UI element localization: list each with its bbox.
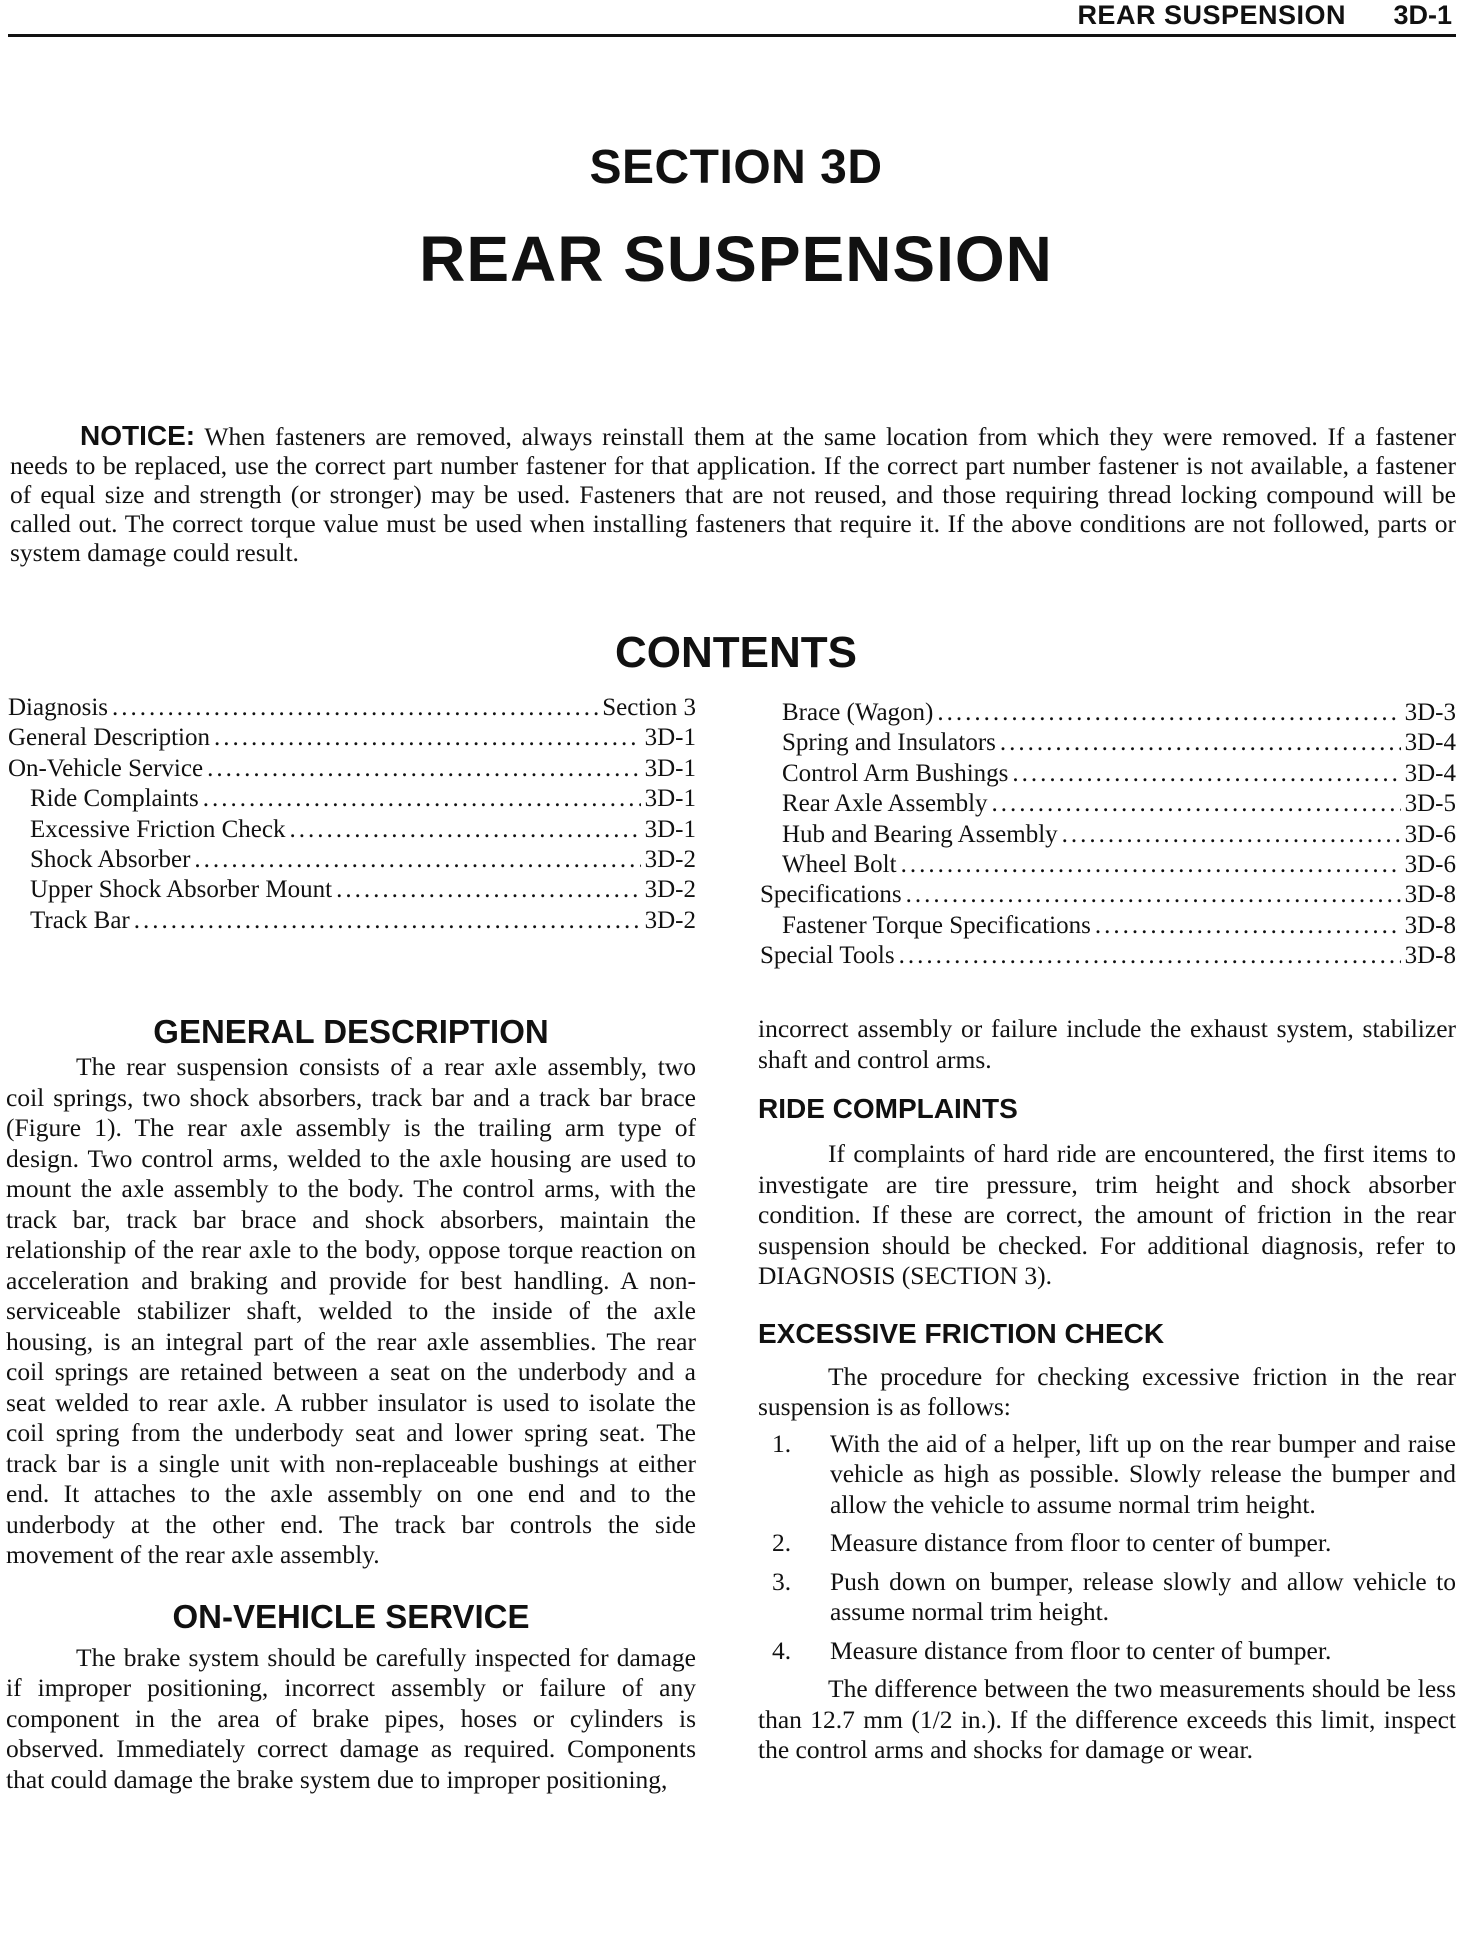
toc-entry[interactable]	[760, 728, 1456, 758]
toc-leader-dots	[336, 875, 641, 905]
toc-entry[interactable]	[760, 698, 1456, 728]
toc-entry[interactable]	[760, 820, 1456, 850]
procedure-step	[758, 1567, 1456, 1628]
toc-entry[interactable]	[760, 941, 1456, 971]
toc-entry[interactable]	[8, 815, 696, 845]
toc-leader-dots	[906, 880, 1401, 910]
toc-entry-page: 3D-5	[1404, 790, 1456, 818]
toc-entry-label: On-Vehicle Service	[8, 754, 204, 782]
general-description-heading: GENERAL DESCRIPTION	[153, 1013, 549, 1050]
excessive-friction-heading: EXCESSIVE FRICTION CHECK	[758, 1317, 1165, 1349]
step-number: 4.	[772, 1635, 792, 1665]
ride-complaints-heading: RIDE COMPLAINTS	[758, 1093, 1018, 1124]
toc-leader-dots	[1095, 911, 1401, 941]
toc-leader-dots	[1062, 820, 1401, 850]
toc-leader-dots	[207, 754, 641, 784]
toc-entry[interactable]	[8, 845, 696, 875]
toc-entry-page: 3D-2	[644, 876, 696, 904]
toc-entry-page: 3D-8	[1404, 911, 1456, 939]
toc-entry-page: 3D-1	[644, 754, 696, 782]
toc-entry-label: Ride Complaints	[30, 785, 199, 813]
toc-entry[interactable]	[8, 784, 696, 814]
step-text: Measure distance from floor to center of bumper.	[830, 1635, 1332, 1665]
notice-label: NOTICE:	[80, 420, 196, 451]
contents-heading: CONTENTS	[615, 628, 857, 677]
toc-leader-dots	[899, 941, 1401, 971]
toc-leader-dots	[992, 789, 1401, 819]
toc-entry-page: 3D-4	[1404, 759, 1456, 787]
toc-entry-label: Hub and Bearing Assembly	[782, 820, 1058, 848]
toc-entry-label: Excessive Friction Check	[30, 815, 286, 843]
toc-entry-page: 3D-8	[1404, 942, 1456, 970]
toc-entry-label: Diagnosis	[8, 694, 108, 721]
section-number: SECTION 3D	[589, 141, 883, 194]
toc-entry-label: Rear Axle Assembly	[782, 790, 988, 818]
toc-entry-page: 3D-2	[644, 906, 696, 934]
toc-entry-page: 3D-1	[644, 724, 696, 752]
step-number: 1.	[772, 1428, 792, 1458]
left-column	[6, 1012, 696, 1795]
toc-entry[interactable]	[8, 693, 696, 723]
toc-entry[interactable]	[8, 723, 696, 753]
toc-entry-label: Shock Absorber	[30, 845, 191, 873]
toc-entry-label: Spring and Insulators	[782, 729, 996, 757]
on-vehicle-service-heading: ON-VEHICLE SERVICE	[172, 1597, 530, 1635]
toc-leader-dots	[194, 845, 640, 875]
toc-entry-label: Fastener Torque Specifications	[782, 911, 1091, 939]
toc-entry[interactable]	[8, 754, 696, 784]
procedure-step	[758, 1429, 1456, 1521]
step-text: Measure distance from floor to center of bumper.	[830, 1528, 1332, 1557]
step-text: Push down on bumper, release slowly and allow vehicle to assume normal trim height.	[830, 1566, 1456, 1626]
toc-entry-page: 3D-3	[1404, 699, 1456, 726]
ride-complaints-body: If complaints of hard ride are encountered, the first items to investigate are tire pressure, trim height and shock absorber condition. If these are correct, the amount of friction in the rear suspension should be checked. For additional diagnosis, refer to DIAGNOSIS (SECTION 3).	[758, 1139, 1456, 1290]
toc-entry-label: Brace (Wagon)	[782, 699, 934, 726]
toc-leader-dots	[901, 850, 1401, 880]
toc-entry-label: Specifications	[760, 881, 902, 909]
step-number: 2.	[772, 1528, 792, 1557]
toc-entry-page: 3D-8	[1404, 881, 1456, 909]
toc-entry[interactable]	[760, 880, 1456, 910]
section-title: REAR SUSPENSION	[419, 223, 1053, 295]
toc-entry-label: Control Arm Bushings	[782, 759, 1009, 787]
toc-entry[interactable]	[8, 906, 696, 936]
toc-leader-dots	[203, 784, 641, 814]
toc-leader-dots	[1000, 728, 1401, 758]
toc-entry-label: Wheel Bolt	[782, 850, 897, 878]
step-text: With the aid of a helper, lift up on the rear bumper and raise vehicle as high as possible. Slowly release the bumper and allow the vehicle to assume normal trim height.	[830, 1428, 1456, 1519]
excessive-friction-intro: The procedure for checking excessive friction in the rear suspension is as follows:	[758, 1361, 1456, 1421]
notice-text: When fasteners are removed, always reinstall them at the same location from which they were removed. If a fastener needs to be replaced, use the correct part number fastener for that application. If the correct part number fastener is not available, a fastener of equal size and strength (or stronger) may be used. Fasteners that are not reused, and those requiring thread locking compound will be called out. The correct torque value must be used when installing fasteners that require it. If the above conditions are not followed, parts or system damage could result.	[10, 422, 1456, 567]
toc-entry[interactable]	[760, 789, 1456, 819]
toc-entry[interactable]	[760, 911, 1456, 941]
toc-leader-dots	[290, 815, 641, 845]
notice-paragraph	[10, 421, 1456, 567]
on-vehicle-service-body: The brake system should be carefully inspected for damage if improper positioning, incorrect assembly or failure of any component in the area of brake pipes, hoses or cylinders is observed. Immediately correct damage as required. Components that could damage the brake system due to improper positioning,	[6, 1642, 696, 1794]
page-number: 3D-1	[1393, 0, 1452, 30]
toc-entry-page: 3D-6	[1404, 820, 1456, 848]
right-column	[758, 1014, 1456, 1766]
toc-entry-page: 3D-1	[644, 785, 696, 813]
procedure-step	[758, 1528, 1456, 1559]
toc-entry-page: 3D-4	[1404, 729, 1456, 757]
toc-entry-label: General Description	[8, 724, 211, 752]
toc-entry[interactable]	[760, 850, 1456, 880]
toc-leader-dots	[214, 723, 641, 753]
toc-right-column	[760, 698, 1456, 972]
procedure-step	[758, 1636, 1456, 1667]
toc-entry-page: 3D-1	[644, 815, 696, 843]
toc-entry-label: Special Tools	[760, 942, 895, 970]
toc-entry[interactable]	[8, 875, 696, 905]
toc-entry-label: Upper Shock Absorber Mount	[30, 876, 333, 904]
general-description-body: The rear suspension consists of a rear axle assembly, two coil springs, two shock absorbers, track bar and a track bar brace (Figure 1). The rear axle assembly is the trailing arm type of design. Two control arms, welded to the axle housing are used to mount the axle assembly to the body. The control arms, with the track bar, track bar brace and shock absorbers, maintain the relationship of the rear axle to the body, oppose torque reaction on acceleration and braking and provide for best handling. A non-serviceable stabilizer shaft, welded to the inside of the axle housing, is an integral part of the rear axle assemblies. The rear coil springs are retained between a seat on the underbody and a seat welded to rear axle. A rubber insulator is used to isolate the coil spring from the underbody seat and lower spring seat. The track bar is a single unit with non-replaceable bushings at either end. It attaches to the axle assembly on one end and to the underbody at the other end. The track bar controls the side movement of the rear axle assembly.	[6, 1052, 696, 1569]
step-number: 3.	[772, 1566, 792, 1596]
toc-leader-dots	[1012, 759, 1400, 789]
on-vehicle-service-continued: incorrect assembly or failure include the exhaust system, stabilizer shaft and control arms.	[758, 1014, 1456, 1074]
toc-left-column	[8, 693, 696, 936]
procedure-steps	[758, 1429, 1456, 1667]
toc-entry[interactable]	[760, 759, 1456, 789]
toc-entry-page: 3D-2	[644, 845, 696, 873]
toc-entry-page: Section 3	[602, 694, 696, 721]
toc-leader-dots	[134, 906, 641, 936]
toc-entry-page: 3D-6	[1404, 850, 1456, 878]
toc-leader-dots	[112, 693, 598, 723]
running-header	[8, 0, 1456, 37]
toc-leader-dots	[937, 698, 1400, 728]
running-header-title: REAR SUSPENSION	[1077, 0, 1346, 30]
excessive-friction-conclusion: The difference between the two measurements should be less than 12.7 mm (1/2 in.). If the difference exceeds this limit, inspect the control arms and shocks for damage or wear.	[758, 1674, 1456, 1764]
toc-entry-label: Track Bar	[30, 906, 130, 934]
